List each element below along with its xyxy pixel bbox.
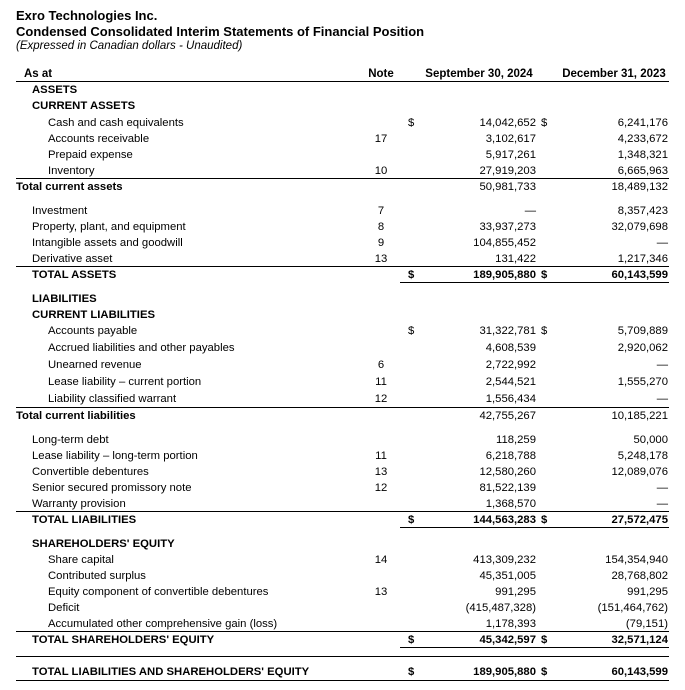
row-label: Accounts payable xyxy=(48,325,138,337)
divider xyxy=(16,266,669,267)
currency-symbol-current: $ xyxy=(408,269,415,281)
value-current: 27,919,203 xyxy=(479,165,536,177)
note-ref: 6 xyxy=(377,359,385,371)
table-row xyxy=(0,235,685,251)
table-row xyxy=(0,163,685,179)
table-row xyxy=(0,115,685,131)
value-prior: 5,248,178 xyxy=(617,450,668,462)
value-current: 1,178,393 xyxy=(485,618,536,630)
table-row xyxy=(0,82,685,98)
currency-symbol-current: $ xyxy=(408,514,415,526)
value-prior: 12,089,076 xyxy=(611,466,668,478)
currency-symbol-current: $ xyxy=(408,666,415,678)
value-prior: 1,348,321 xyxy=(617,149,668,161)
row-label: Investment xyxy=(32,205,88,217)
value-prior: 5,709,889 xyxy=(617,325,668,337)
value-prior: 32,079,698 xyxy=(611,221,668,233)
note-ref: 8 xyxy=(377,221,385,233)
table-row xyxy=(0,616,685,632)
table-row xyxy=(0,98,685,114)
note-ref: 11 xyxy=(375,376,387,388)
table-row xyxy=(0,391,685,407)
note-ref: 12 xyxy=(374,482,388,494)
value-prior: 28,768,802 xyxy=(611,570,668,582)
note-ref: 13 xyxy=(374,466,388,478)
table-row xyxy=(0,600,685,616)
row-label: Contributed surplus xyxy=(48,570,146,582)
row-label: Equity component of convertible debentures xyxy=(48,586,269,598)
table-row xyxy=(0,632,685,648)
value-current: 14,042,652 xyxy=(479,117,536,129)
value-current: 131,422 xyxy=(495,253,536,265)
table-row xyxy=(0,357,685,373)
row-label: Property, plant, and equipment xyxy=(32,221,186,233)
table-row xyxy=(0,340,685,356)
current-period-header: September 30, 2024 xyxy=(425,68,533,80)
currency-symbol-current: $ xyxy=(408,117,415,129)
currency-symbol-prior: $ xyxy=(541,514,548,526)
divider xyxy=(400,282,669,283)
currency-symbol-current: $ xyxy=(408,634,415,646)
row-label: TOTAL SHAREHOLDERS' EQUITY xyxy=(32,634,215,646)
row-label: Derivative asset xyxy=(32,253,113,265)
row-label: Unearned revenue xyxy=(48,359,142,371)
company-name: Exro Technologies Inc. xyxy=(16,8,158,23)
row-label: Deficit xyxy=(48,602,80,614)
row-label: Lease liability – current portion xyxy=(48,376,202,388)
table-row xyxy=(0,179,685,195)
currency-symbol-prior: $ xyxy=(541,666,548,678)
value-prior: — xyxy=(656,498,668,510)
table-row xyxy=(0,323,685,339)
divider xyxy=(16,680,669,681)
table-row xyxy=(0,219,685,235)
row-label: Liability classified warrant xyxy=(48,393,177,405)
currency-symbol-prior: $ xyxy=(541,634,548,646)
value-prior: 6,665,963 xyxy=(617,165,668,177)
value-prior: 50,000 xyxy=(633,434,668,446)
note-ref: 9 xyxy=(377,237,385,249)
value-prior: 1,555,270 xyxy=(617,376,668,388)
currency-note: (Expressed in Canadian dollars - Unaudited) xyxy=(16,40,243,52)
table-row xyxy=(0,584,685,600)
note-ref: 13 xyxy=(374,586,388,598)
value-current: 189,905,880 xyxy=(473,269,536,281)
value-current: 118,259 xyxy=(496,434,536,446)
value-current: 42,755,267 xyxy=(479,410,536,422)
value-prior: — xyxy=(656,237,668,249)
divider xyxy=(16,631,669,632)
value-current: 12,580,260 xyxy=(479,466,536,478)
value-prior: 8,357,423 xyxy=(617,205,668,217)
value-prior: 60,143,599 xyxy=(611,666,668,678)
divider xyxy=(16,407,669,408)
value-prior: 32,571,124 xyxy=(611,634,668,646)
currency-symbol-prior: $ xyxy=(541,117,548,129)
column-header-row xyxy=(0,66,685,82)
table-row xyxy=(0,291,685,307)
value-current: 2,544,521 xyxy=(485,376,536,388)
note-ref: 7 xyxy=(377,205,385,217)
statement-title: Condensed Consolidated Interim Statements of Financial Position xyxy=(16,24,425,39)
note-ref: 11 xyxy=(375,450,387,462)
divider xyxy=(400,647,669,648)
value-prior: 27,572,475 xyxy=(611,514,668,526)
value-current: 50,981,733 xyxy=(479,181,536,193)
row-label: Total current assets xyxy=(16,181,123,193)
as-at-header: As at xyxy=(24,68,53,80)
value-prior: (79,151) xyxy=(625,618,668,630)
value-current: 5,917,261 xyxy=(485,149,536,161)
table-row xyxy=(0,267,685,283)
value-current: 991,295 xyxy=(495,586,536,598)
value-current: 81,522,139 xyxy=(479,482,536,494)
row-label: LIABILITIES xyxy=(32,293,97,305)
value-current: 413,309,232 xyxy=(473,554,536,566)
value-prior: 6,241,176 xyxy=(617,117,668,129)
value-prior: — xyxy=(656,482,668,494)
row-label: Lease liability – long-term portion xyxy=(32,450,198,462)
currency-symbol-prior: $ xyxy=(541,269,548,281)
table-row xyxy=(0,480,685,496)
row-label: Intangible assets and goodwill xyxy=(32,237,183,249)
note-header: Note xyxy=(368,68,394,80)
row-label: Total current liabilities xyxy=(16,410,136,422)
value-current: — xyxy=(524,205,536,217)
value-current: 144,563,283 xyxy=(473,514,536,526)
value-prior: — xyxy=(656,359,668,371)
table-row xyxy=(0,374,685,390)
row-label: ASSETS xyxy=(32,84,78,96)
divider xyxy=(16,81,669,82)
value-current: (415,487,328) xyxy=(465,602,536,614)
value-prior: 154,354,940 xyxy=(605,554,668,566)
table-row xyxy=(0,552,685,568)
table-row xyxy=(0,464,685,480)
table-row xyxy=(0,664,685,680)
table-row xyxy=(0,203,685,219)
note-ref: 14 xyxy=(374,554,388,566)
value-current: 1,368,570 xyxy=(485,498,536,510)
row-label: TOTAL ASSETS xyxy=(32,269,117,281)
table-row xyxy=(0,536,685,552)
row-label: Inventory xyxy=(48,165,95,177)
row-label: CURRENT ASSETS xyxy=(32,100,136,112)
value-prior: — xyxy=(656,393,668,405)
table-row xyxy=(0,131,685,147)
row-label: Long-term debt xyxy=(32,434,109,446)
table-row xyxy=(0,568,685,584)
row-label: SHAREHOLDERS' EQUITY xyxy=(32,538,175,550)
divider xyxy=(400,527,669,528)
note-ref: 17 xyxy=(374,133,388,145)
row-label: Accounts receivable xyxy=(48,133,150,145)
currency-symbol-prior: $ xyxy=(541,325,548,337)
value-current: 189,905,880 xyxy=(473,666,536,678)
prior-period-header: December 31, 2023 xyxy=(562,68,666,80)
table-row xyxy=(0,432,685,448)
divider xyxy=(16,511,669,512)
value-prior: 4,233,672 xyxy=(617,133,668,145)
value-prior: 991,295 xyxy=(627,586,668,598)
value-prior: 1,217,346 xyxy=(617,253,668,265)
value-current: 45,342,597 xyxy=(479,634,536,646)
value-current: 31,322,781 xyxy=(479,325,536,337)
value-current: 1,556,434 xyxy=(485,393,536,405)
value-prior: 18,489,132 xyxy=(611,181,668,193)
row-label: Senior secured promissory note xyxy=(32,482,192,494)
row-label: Prepaid expense xyxy=(48,149,133,161)
row-label: Share capital xyxy=(48,554,114,566)
value-prior: 2,920,062 xyxy=(617,342,668,354)
currency-symbol-current: $ xyxy=(408,325,415,337)
table-row xyxy=(0,307,685,323)
value-current: 4,608,539 xyxy=(485,342,536,354)
divider xyxy=(430,178,669,179)
row-label: Accrued liabilities and other payables xyxy=(48,342,235,354)
value-current: 33,937,273 xyxy=(479,221,536,233)
value-current: 3,102,617 xyxy=(485,133,536,145)
value-prior: 60,143,599 xyxy=(611,269,668,281)
row-label: Warranty provision xyxy=(32,498,126,510)
row-label: Cash and cash equivalents xyxy=(48,117,184,129)
table-row xyxy=(0,448,685,464)
value-current: 104,855,452 xyxy=(473,237,536,249)
value-current: 6,218,788 xyxy=(485,450,536,462)
note-ref: 13 xyxy=(374,253,388,265)
note-ref: 12 xyxy=(374,393,388,405)
row-label: CURRENT LIABILITIES xyxy=(32,309,156,321)
value-prior: (151,464,762) xyxy=(597,602,668,614)
note-ref: 10 xyxy=(374,165,388,177)
table-row xyxy=(0,251,685,267)
value-current: 45,351,005 xyxy=(479,570,536,582)
row-label: TOTAL LIABILITIES AND SHAREHOLDERS' EQUITY xyxy=(32,666,310,678)
divider xyxy=(16,656,669,657)
row-label: Convertible debentures xyxy=(32,466,149,478)
table-row xyxy=(0,496,685,512)
row-label: Accumulated other comprehensive gain (loss) xyxy=(48,618,278,630)
value-current: 2,722,992 xyxy=(485,359,536,371)
table-row xyxy=(0,408,685,424)
value-prior: 10,185,221 xyxy=(611,410,668,422)
row-label: TOTAL LIABILITIES xyxy=(32,514,137,526)
table-row xyxy=(0,147,685,163)
table-row xyxy=(0,512,685,528)
